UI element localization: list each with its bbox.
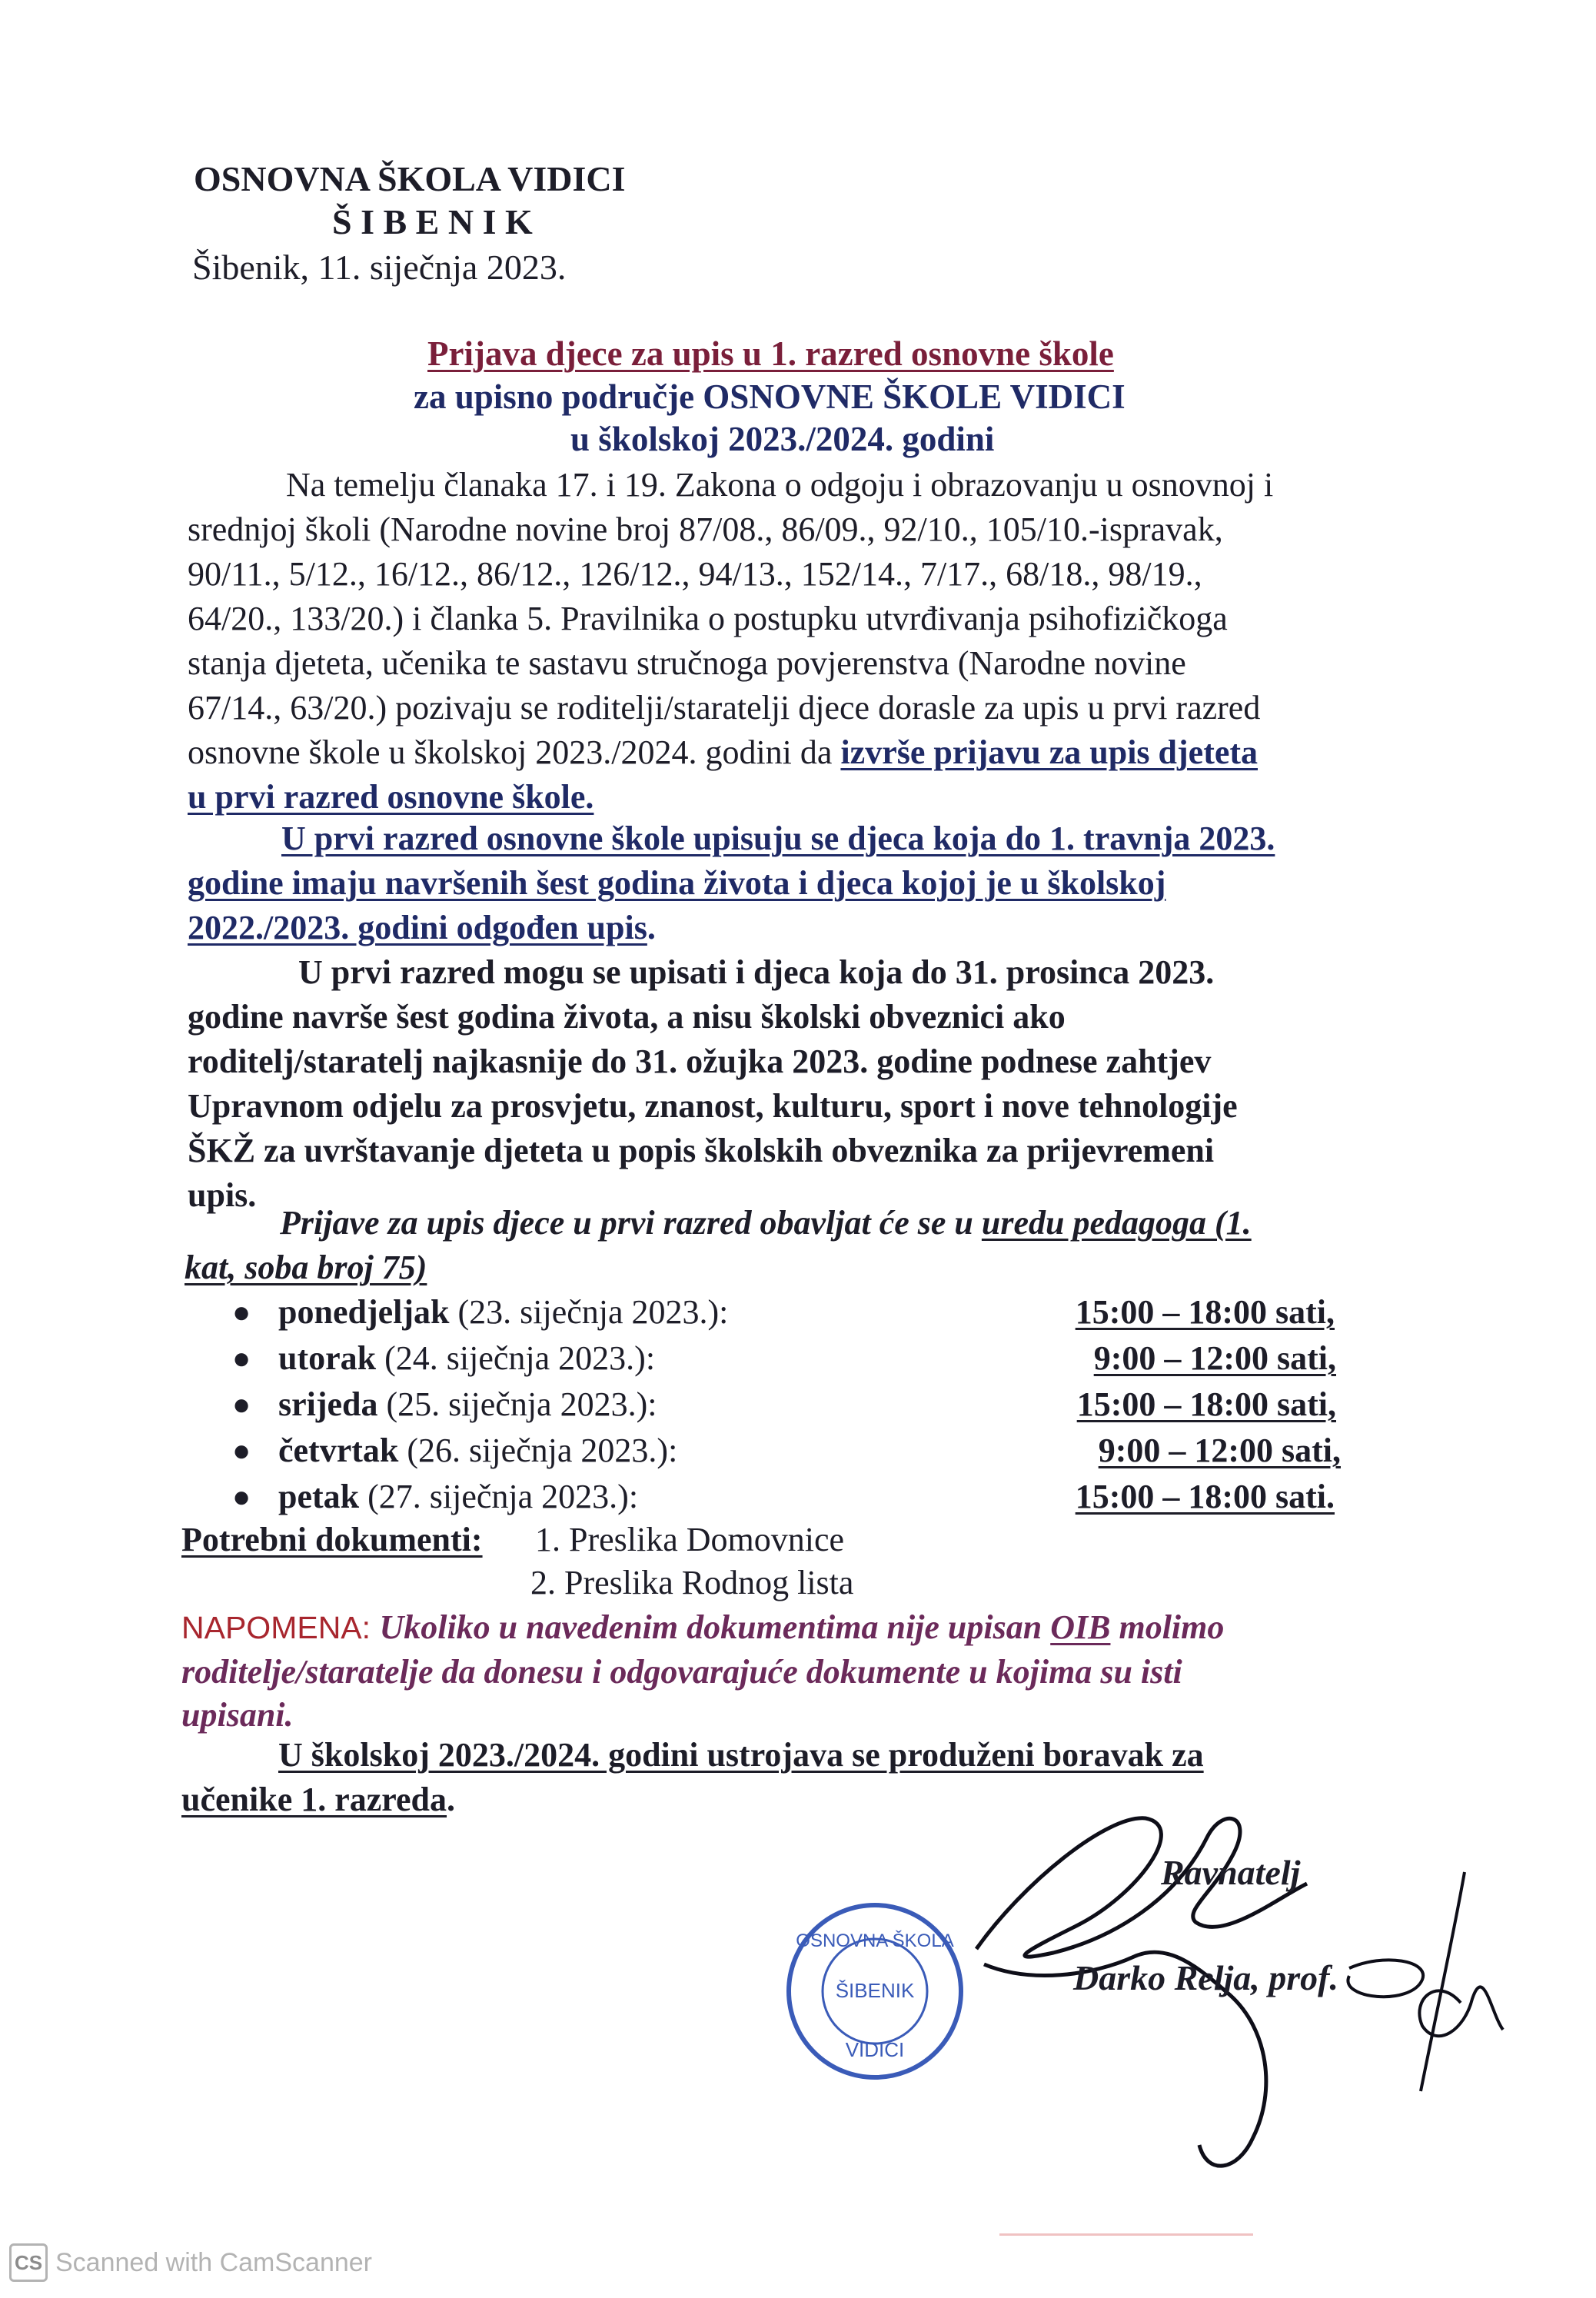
svg-text:VIDICI: VIDICI [845,2038,905,2061]
text-plain: osnovne škole u školskoj 2023./2024. godini da [188,733,841,771]
text-line: godine navrše šest godina života, a nisu školski obveznici ako [188,998,1066,1036]
note-label: NAPOMENA: [181,1610,380,1645]
school-stamp-icon [783,1899,967,2083]
registration-intro [280,1202,1252,1245]
bullet: ● [232,1341,251,1375]
schedule-time: 15:00 – 18:00 sati, [1075,1293,1335,1331]
document-title: Prijava djece za upis u 1. razred osnovne škole [427,334,1114,373]
text-line: ŠKŽ za uvrštavanje djeteta u popis školskih obveznika za prijevremeni [188,1132,1215,1169]
text-line: 64/20., 133/20.) i članka 5. Pravilnika o postupku utvrđivanja psihofizičkoga [188,600,1228,637]
watermark-text: Scanned with CamScanner [55,2247,373,2277]
text-line: stanja djeteta, učenika te sastavu stručnoga povjerenstva (Narodne novine [188,644,1186,682]
text-line: 67/14., 63/20.) pozivaju se roditelji/staratelji djece dorasle za upis u prvi razred [188,689,1261,727]
text-line [188,731,1258,774]
text-line: U prvi razred mogu se upisati i djeca koja do 31. prosinca 2023. [298,953,1215,991]
registration-location: uredu pedagoga (1. [981,1204,1252,1242]
note-text: upisani. [181,1696,294,1734]
schedule-date: (25. siječnja 2023.): [377,1385,657,1423]
schedule-day: utorak [278,1339,377,1377]
schedule-date: (23. siječnja 2023.): [449,1293,729,1331]
text-line: 90/11., 5/12., 16/12., 86/12., 126/12., 94/13., 152/14., 7/17., 68/18., 98/19., [188,555,1202,593]
text-line: roditelj/staratelj najkasnije do 31. ožujka 2023. godine podnese zahtjev [188,1043,1212,1080]
svg-text:ŠIBENIK: ŠIBENIK [835,1979,915,2002]
schedule-day: petak [278,1478,360,1515]
closing-text: učenike 1. razreda. [181,1781,456,1818]
schedule-day: srijeda [278,1385,378,1423]
document-date: Šibenik, 11. siječnja 2023. [192,248,567,287]
note-text: molimo [1110,1608,1225,1646]
note-text: Ukoliko u navedenim dokumentima nije upisan [379,1608,1051,1646]
registration-location: kat, soba broj 75) [185,1249,427,1286]
svg-text:OSNOVNA ŠKOLA: OSNOVNA ŠKOLA [796,1931,954,1951]
school-name: OSNOVNA ŠKOLA VIDICI [194,159,626,198]
scan-artifact [999,2233,1253,2236]
bullet: ● [232,1479,251,1514]
text-line: Na temelju članaka 17. i 19. Zakona o odgoju i obrazovanju u osnovnoj i [286,466,1274,504]
text-line: srednjoj školi (Narodne novine broj 87/08., 86/09., 92/10., 105/10.-ispravak, [188,510,1223,548]
schedule-time: 15:00 – 18:00 sati, [1076,1385,1336,1423]
closing-text: U školskoj 2023./2024. godini ustrojava se produženi boravak za [278,1736,1204,1774]
schedule-time: 9:00 – 12:00 sati, [1093,1339,1336,1377]
text-line: 2022./2023. godini odgođen upis. [188,909,656,946]
document-item: 2. Preslika Rodnog lista [530,1564,854,1601]
note-oib: OIB [1050,1608,1111,1646]
text-line: U prvi razred osnovne škole upisuju se djeca koja do 1. travnja 2023. [281,820,1275,857]
schedule-day: ponedjeljak [278,1293,450,1331]
city-name: Š I B E N I K [332,202,533,241]
text-line: Upravnom odjelu za prosvjetu, znanost, kulturu, sport i nove tehnologije [188,1087,1238,1125]
text-emphasis: u prvi razred osnovne škole. [188,778,594,816]
schedule-time: 15:00 – 18:00 sati. [1075,1478,1335,1515]
bullet: ● [232,1295,251,1329]
schedule-date: (26. siječnja 2023.): [398,1432,678,1469]
schedule-date: (27. siječnja 2023.): [359,1478,639,1515]
signatory-name: Darko Relja, prof. [1073,1958,1338,1997]
schedule-day: četvrtak [278,1432,399,1469]
text-emphasis: 2022./2023. godini odgođen upis [188,909,647,946]
camscanner-logo-icon: CS [9,2243,48,2282]
bullet: ● [232,1433,251,1468]
closing-emphasis: učenike 1. razreda [181,1781,447,1818]
schedule-time: 9:00 – 12:00 sati, [1098,1432,1341,1469]
text-line: godine imaju navršenih šest godina života i djeca kojoj je u školskoj [188,864,1166,902]
text-line: upis. [188,1176,257,1214]
document-subtitle: za upisno područje OSNOVNE ŠKOLE VIDICI [414,377,1126,416]
document-item: 1. Preslika Domovnice [535,1521,845,1558]
camscanner-watermark [9,2243,372,2282]
document-school-year: u školskoj 2023./2024. godini [570,420,995,458]
bullet: ● [232,1387,251,1422]
schedule-date: (24. siječnja 2023.): [376,1339,656,1377]
text-plain: Prijave za upis djece u prvi razred obavljat će se u [280,1204,982,1242]
signatory-role: Ravnatelj [1161,1853,1301,1892]
documents-label: Potrebni dokumenti: [181,1521,483,1558]
note-text: roditelje/staratelje da donesu i odgovarajuće dokumente u kojima su isti [181,1653,1182,1691]
text-emphasis: izvrše prijavu za upis djeteta [840,733,1259,771]
